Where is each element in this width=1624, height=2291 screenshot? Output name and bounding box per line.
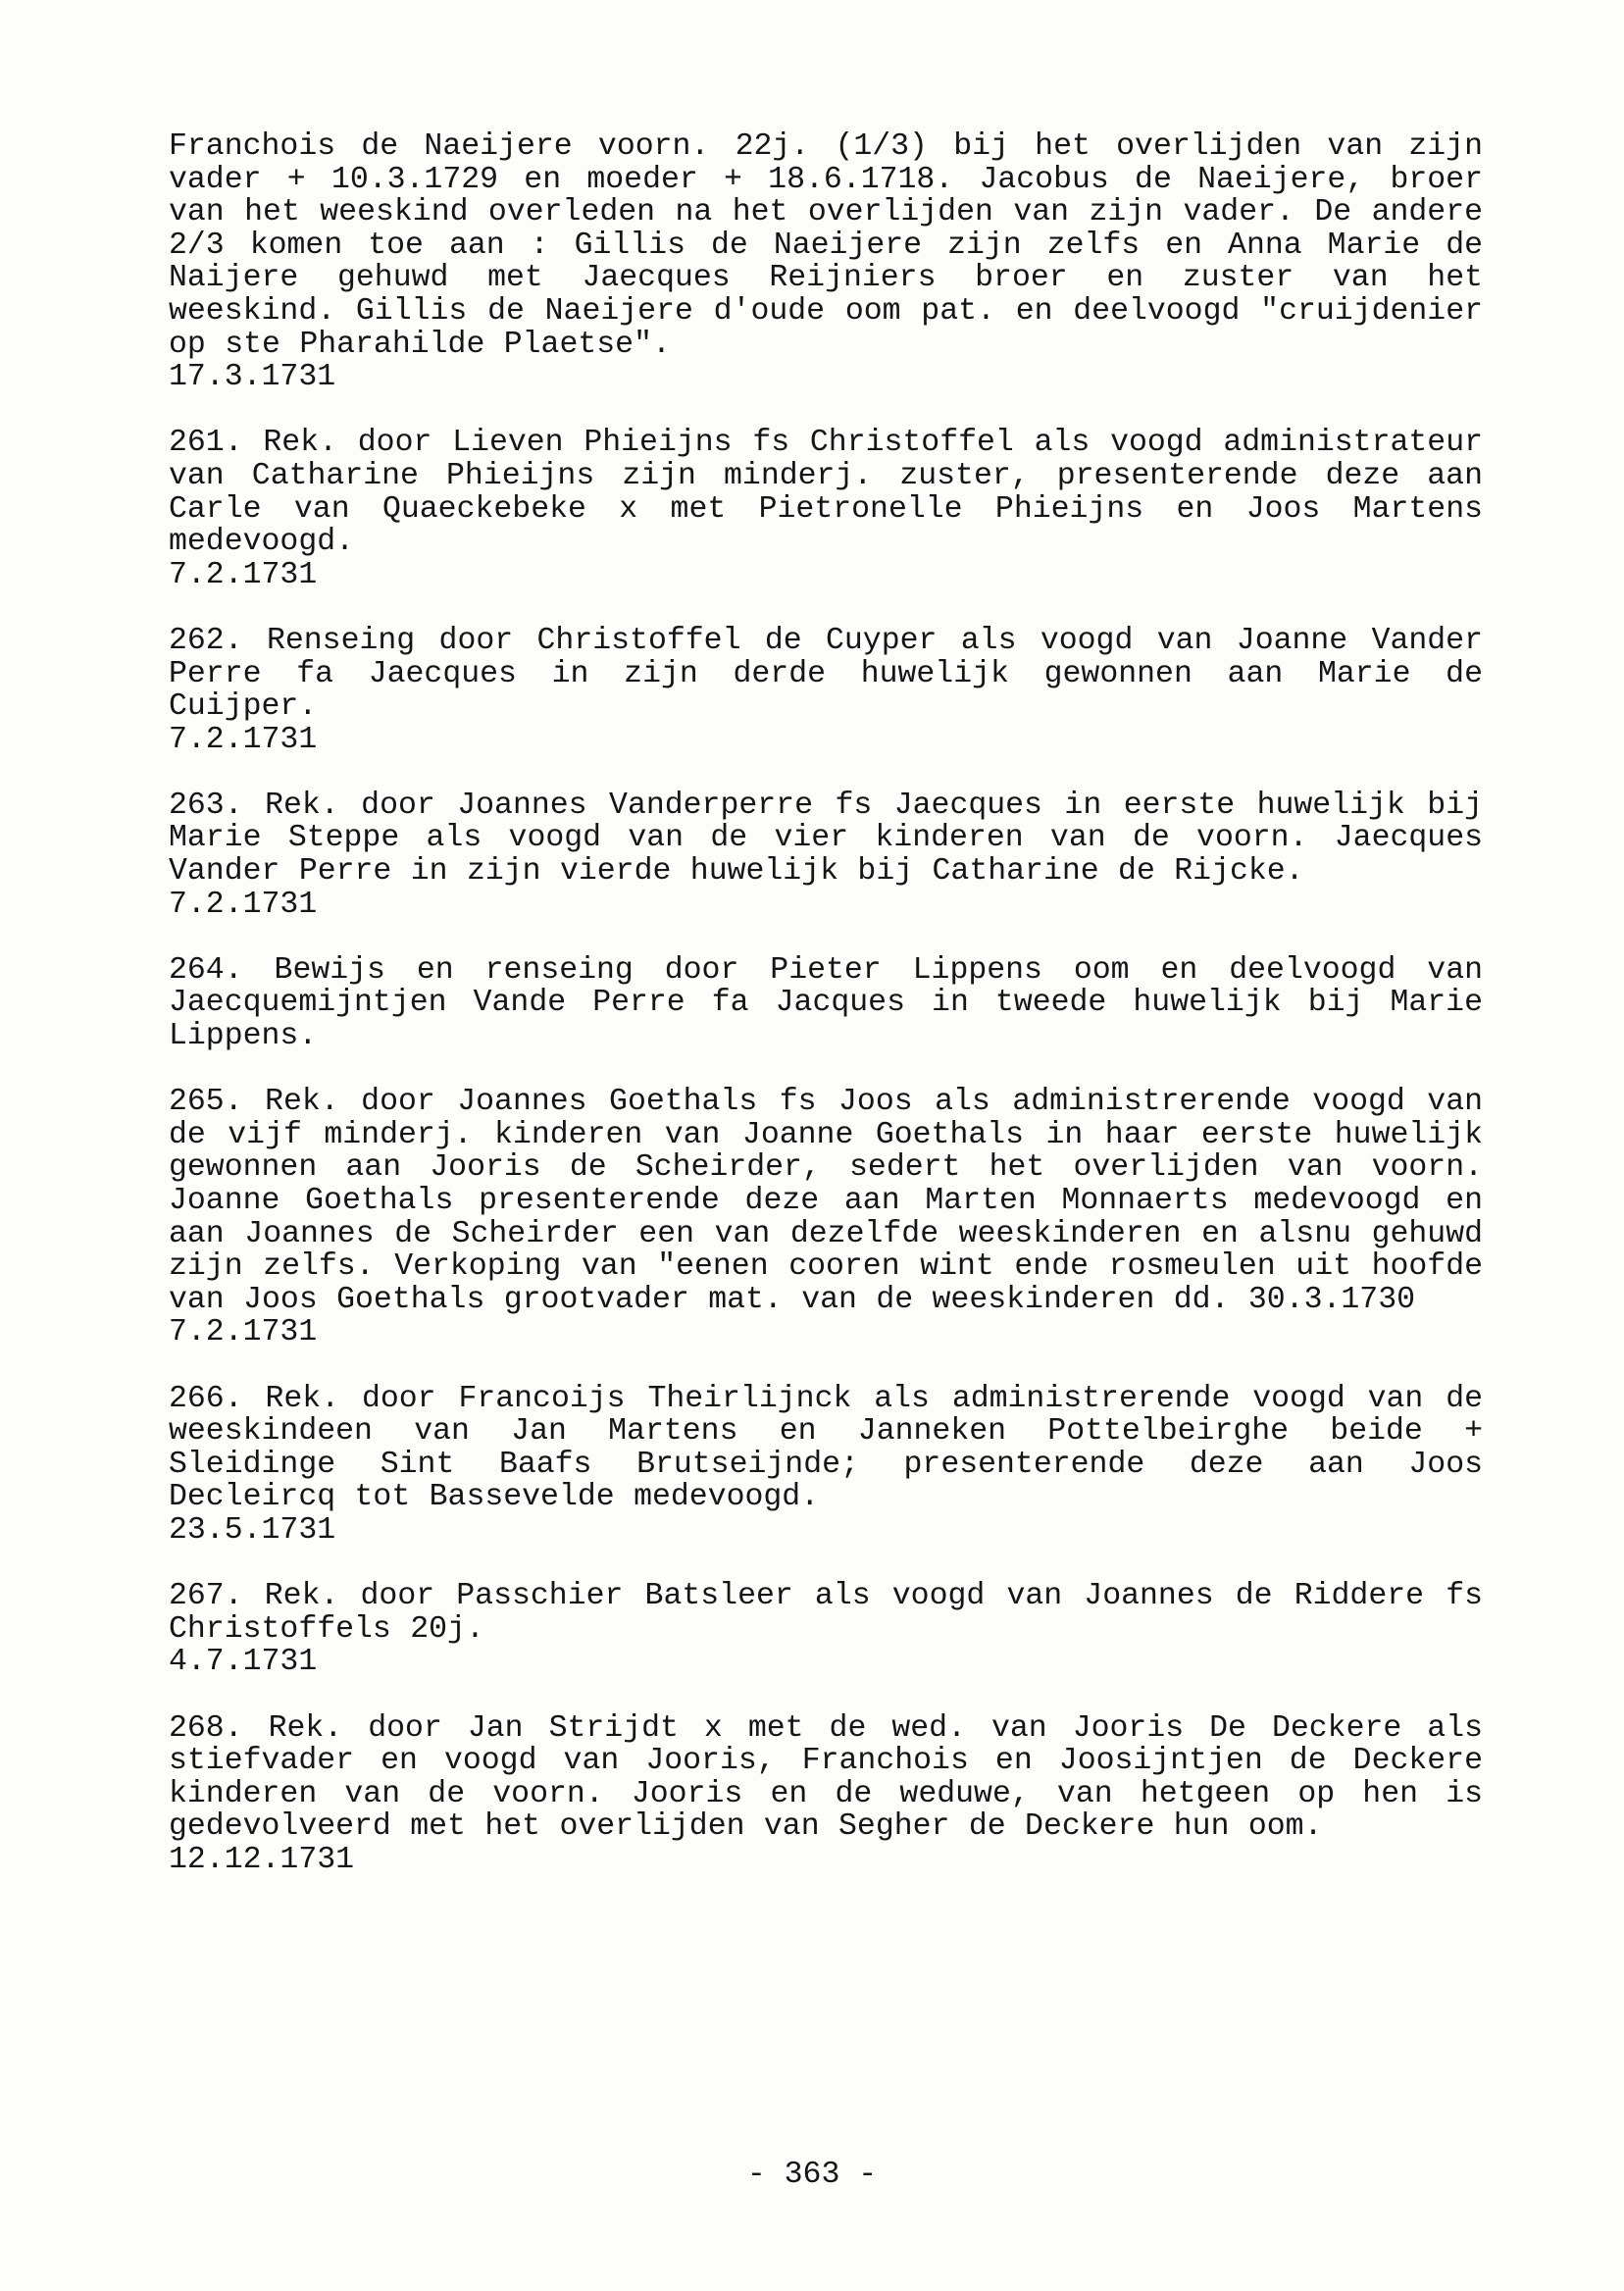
entry-266 bbox=[169, 1383, 1483, 1548]
entry-date: 7.2.1731 bbox=[169, 722, 318, 757]
entry-text: 261. Rek. door Lieven Phieijns fs Christoffel als voogd administrateur van Catharine Phieijns zijn minderj. zuster, presenterende deze aan Carle van Quaeckebeke x met Pietronelle Phieijns en Joos Martens medevoogd. bbox=[169, 426, 1483, 560]
document-body bbox=[169, 130, 1483, 1909]
entry-text: 265. Rek. door Joannes Goethals fs Joos als administrerende voogd van de vijf minderj. kinderen van Joanne Goethals in haar eerste huwelijk gewonnen aan Jooris de Scheirder, sedert het overlijden van voorn. Joanne Goethals presenterende deze aan Marten Monnaerts medevoogd en aan Joannes de Scheirder een van dezelfde weeskinderen en alsnu gehuwd zijn zelfs. Verkoping van "eenen cooren wint ende rosmeulen uit hoofde van Joos Goethals grootvader mat. van de weeskinderen dd. 30.3.1730 bbox=[169, 1085, 1483, 1317]
entry-text: 268. Rek. door Jan Strijdt x met de wed. van Jooris De Deckere als stiefvader en voogd van Jooris, Franchois en Joosijntjen de Deckere kinderen van de voorn. Jooris en de weduwe, van hetgeen op hen is gedevolveerd met het overlijden van Segher de Deckere hun oom. bbox=[169, 1710, 1483, 1845]
entry-date: 7.2.1731 bbox=[169, 887, 318, 922]
entry-text: 263. Rek. door Joannes Vanderperre fs Jaecques in eerste huwelijk bij Marie Steppe als voogd van de vier kinderen van de voorn. Jaecques Vander Perre in zijn vierde huwelijk bij Catharine de Rijcke. bbox=[169, 788, 1483, 890]
entry-263 bbox=[169, 789, 1483, 921]
entry-265 bbox=[169, 1086, 1483, 1349]
entry-text: 262. Renseing door Christoffel de Cuyper als voogd van Joanne Vander Perre fa Jaecques in zijn derde huwelijk gewonnen aan Marie de Cuijper. bbox=[169, 623, 1483, 725]
entry-date: 7.2.1731 bbox=[169, 557, 318, 592]
entry-text: 264. Bewijs en renseing door Pieter Lippens oom en deelvoogd van Jaecquemijntjen Vande Perre fa Jacques in tweede huwelijk bij Marie Lippens. bbox=[169, 952, 1483, 1054]
entry-date: 17.3.1731 bbox=[169, 360, 336, 395]
entry-date: 23.5.1731 bbox=[169, 1512, 336, 1548]
entry-text: 266. Rek. door Francoijs Theirlijnck als administrerende voogd van de weeskindeen van Jan Martens en Janneken Pottelbeirghe beide + Sleidinge Sint Baafs Brutseijnde; presenterende deze aan Joos Decleircq tot Bassevelde medevoogd. bbox=[169, 1381, 1483, 1515]
entry-264 bbox=[169, 954, 1483, 1053]
entry-continued bbox=[169, 130, 1483, 394]
entry-267 bbox=[169, 1580, 1483, 1679]
entry-268 bbox=[169, 1712, 1483, 1877]
entry-date: 4.7.1731 bbox=[169, 1645, 318, 1680]
entry-text: 267. Rek. door Passchier Batsleer als voogd van Joannes de Riddere fs Christoffels 20j. bbox=[169, 1579, 1483, 1647]
page-number: - 363 - bbox=[746, 2158, 878, 2192]
entry-date: 12.12.1731 bbox=[169, 1842, 355, 1877]
entry-text: Franchois de Naeijere voorn. 22j. (1/3) bij het overlijden van zijn vader + 10.3.1729 en moeder + 18.6.1718. Jacobus de Naeijere, broer van het weeskind overleden na het overlijden van zijn vader. De andere 2/3 komen toe aan : Gillis de Naeijere zijn zelfs en Anna Marie de Naijere gehuwd met Jaecques Reijniers broer en zuster van het weeskind. Gillis de Naeijere d'oude oom pat. en deelvoogd "cruijdenier op ste Pharahilde Plaetse". bbox=[169, 129, 1483, 362]
entry-date: 7.2.1731 bbox=[169, 1315, 318, 1350]
entry-261 bbox=[169, 427, 1483, 591]
entry-262 bbox=[169, 625, 1483, 756]
